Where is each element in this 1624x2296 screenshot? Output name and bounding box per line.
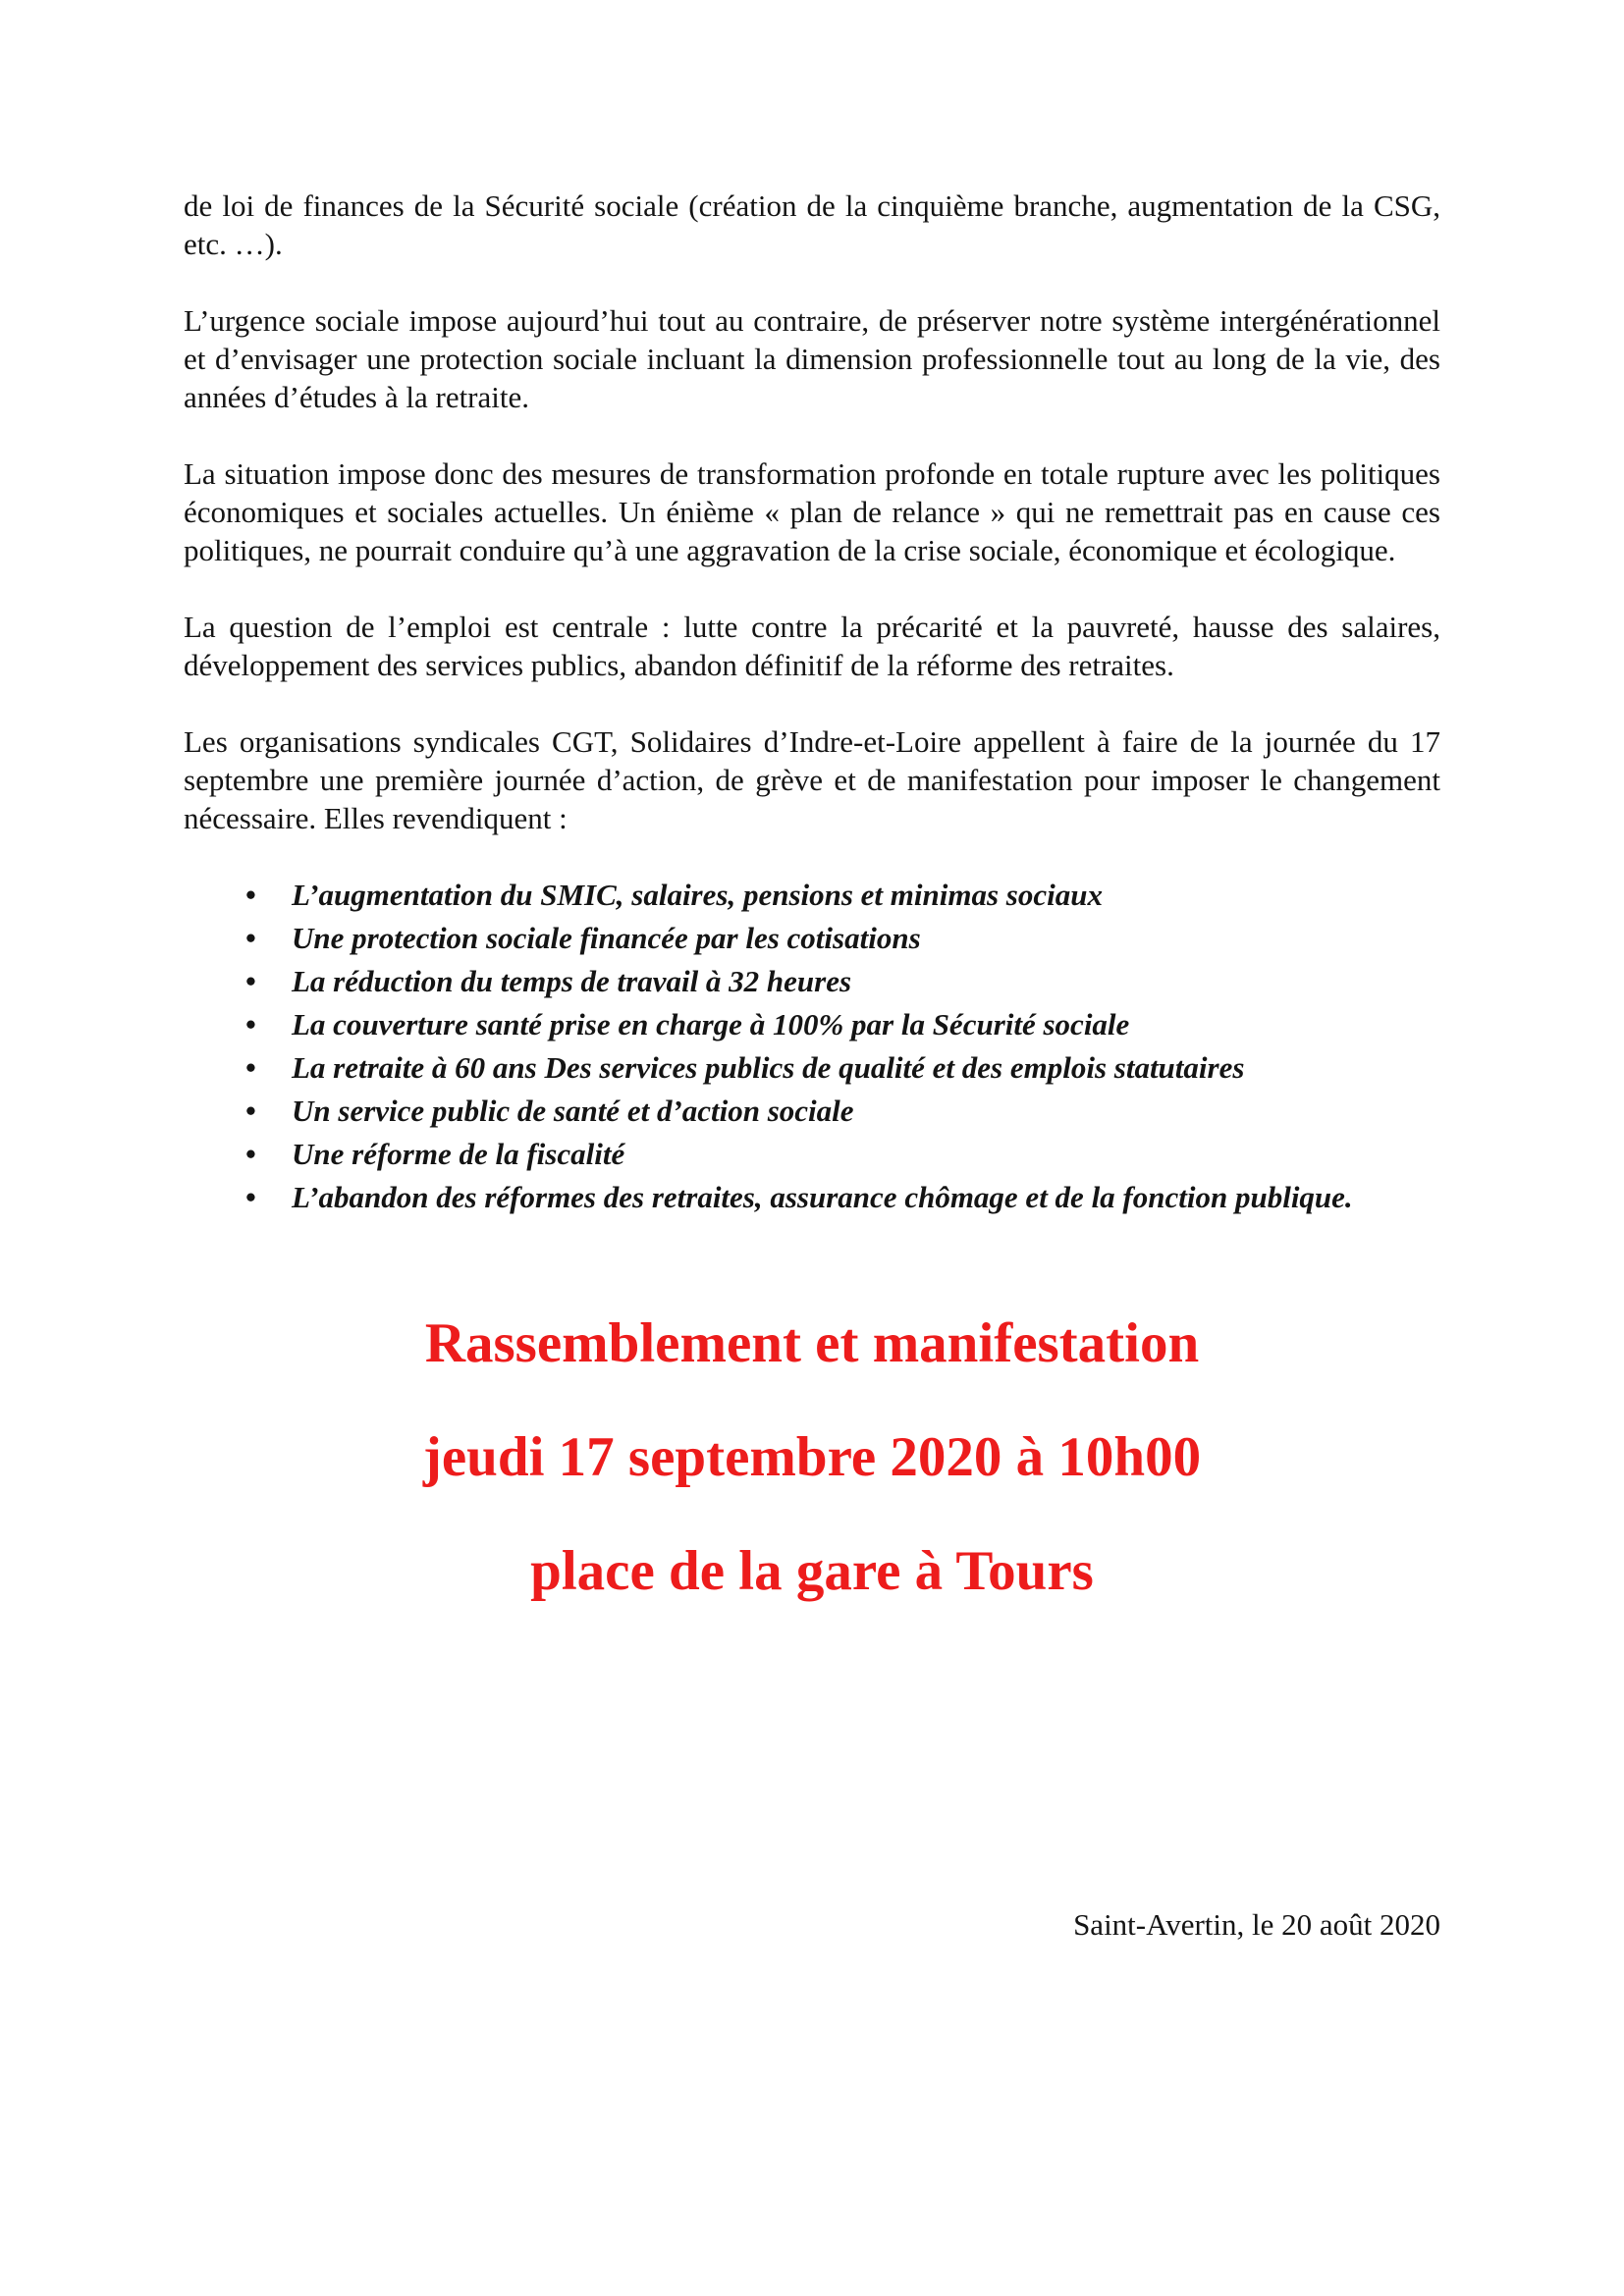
- list-item-text: L’augmentation du SMIC, salaires, pensions et minimas sociaux: [292, 878, 1103, 912]
- list-item-temps-de-travail: [184, 962, 1440, 1001]
- headline-block: [184, 1311, 1440, 1604]
- bullet-icon: •: [245, 1050, 256, 1085]
- list-item-text: Une réforme de la fiscalité: [292, 1137, 625, 1171]
- bullet-icon: •: [245, 878, 256, 912]
- body-text: [184, 187, 1440, 837]
- list-item-retraite-60-ans: [184, 1048, 1440, 1088]
- paragraph-situation: La situation impose donc des mesures de transformation profonde en totale rupture avec les politiques économiques et sociales actuelles. Un énième « plan de relance » qui ne remettrait pas en cause ces politiques, ne pourrait conduire qu’à une aggravation de la crise sociale, économique et écologique.: [184, 456, 1440, 567]
- list-item-protection-sociale: [184, 919, 1440, 958]
- paragraph-organisations-syndicales: Les organisations syndicales CGT, Solidaires d’Indre-et-Loire appellent à faire de la journée du 17 septembre une première journée d’action, de grève et de manifestation pour imposer le changement nécessaire. Elles revendiquent :: [184, 724, 1440, 835]
- bullet-icon: •: [245, 1007, 256, 1041]
- bullet-icon: •: [245, 964, 256, 998]
- list-item-text: Un service public de santé et d’action sociale: [292, 1094, 854, 1128]
- paragraph-urgence-sociale: L’urgence sociale impose aujourd’hui tout au contraire, de préserver notre système intergénérationnel et d’envisager une protection sociale incluant la dimension professionnelle tout au long de la vie, des années d’études à la retraite.: [184, 303, 1440, 414]
- list-item-text: La réduction du temps de travail à 32 heures: [292, 964, 852, 998]
- demands-list: [184, 876, 1440, 1217]
- bullet-icon: •: [245, 1094, 256, 1128]
- list-item-smic: [184, 876, 1440, 915]
- list-item-abandon-reformes: [184, 1178, 1440, 1217]
- list-item-text: Une protection sociale financée par les cotisations: [292, 921, 921, 955]
- list-item-text: L’abandon des réformes des retraites, assurance chômage et de la fonction publique.: [292, 1180, 1353, 1214]
- paragraph-question-emploi: La question de l’emploi est centrale : lutte contre la précarité et la pauvreté, hausse des salaires, développement des services publics, abandon définitif de la réforme des retraites.: [184, 610, 1440, 682]
- signature-line: Saint-Avertin, le 20 août 2020: [1073, 1907, 1440, 1942]
- bullet-icon: •: [245, 1137, 256, 1171]
- bullet-icon: •: [245, 921, 256, 955]
- headline-lieu: place de la gare à Tours: [530, 1540, 1094, 1602]
- list-item-text: La couverture santé prise en charge à 100% par la Sécurité sociale: [292, 1007, 1130, 1041]
- headline-date-heure: jeudi 17 septembre 2020 à 10h00: [422, 1426, 1202, 1488]
- paragraph-finances: de loi de finances de la Sécurité sociale (création de la cinquième branche, augmentation de la CSG, etc. …).: [184, 188, 1440, 261]
- bullet-icon: •: [245, 1180, 256, 1214]
- list-item-text: La retraite à 60 ans Des services publics de qualité et des emplois statutaires: [292, 1050, 1245, 1085]
- list-item-reforme-fiscalite: [184, 1135, 1440, 1174]
- list-item-couverture-sante: [184, 1005, 1440, 1044]
- headline-rassemblement: Rassemblement et manifestation: [424, 1312, 1200, 1374]
- list-item-service-public-sante: [184, 1092, 1440, 1131]
